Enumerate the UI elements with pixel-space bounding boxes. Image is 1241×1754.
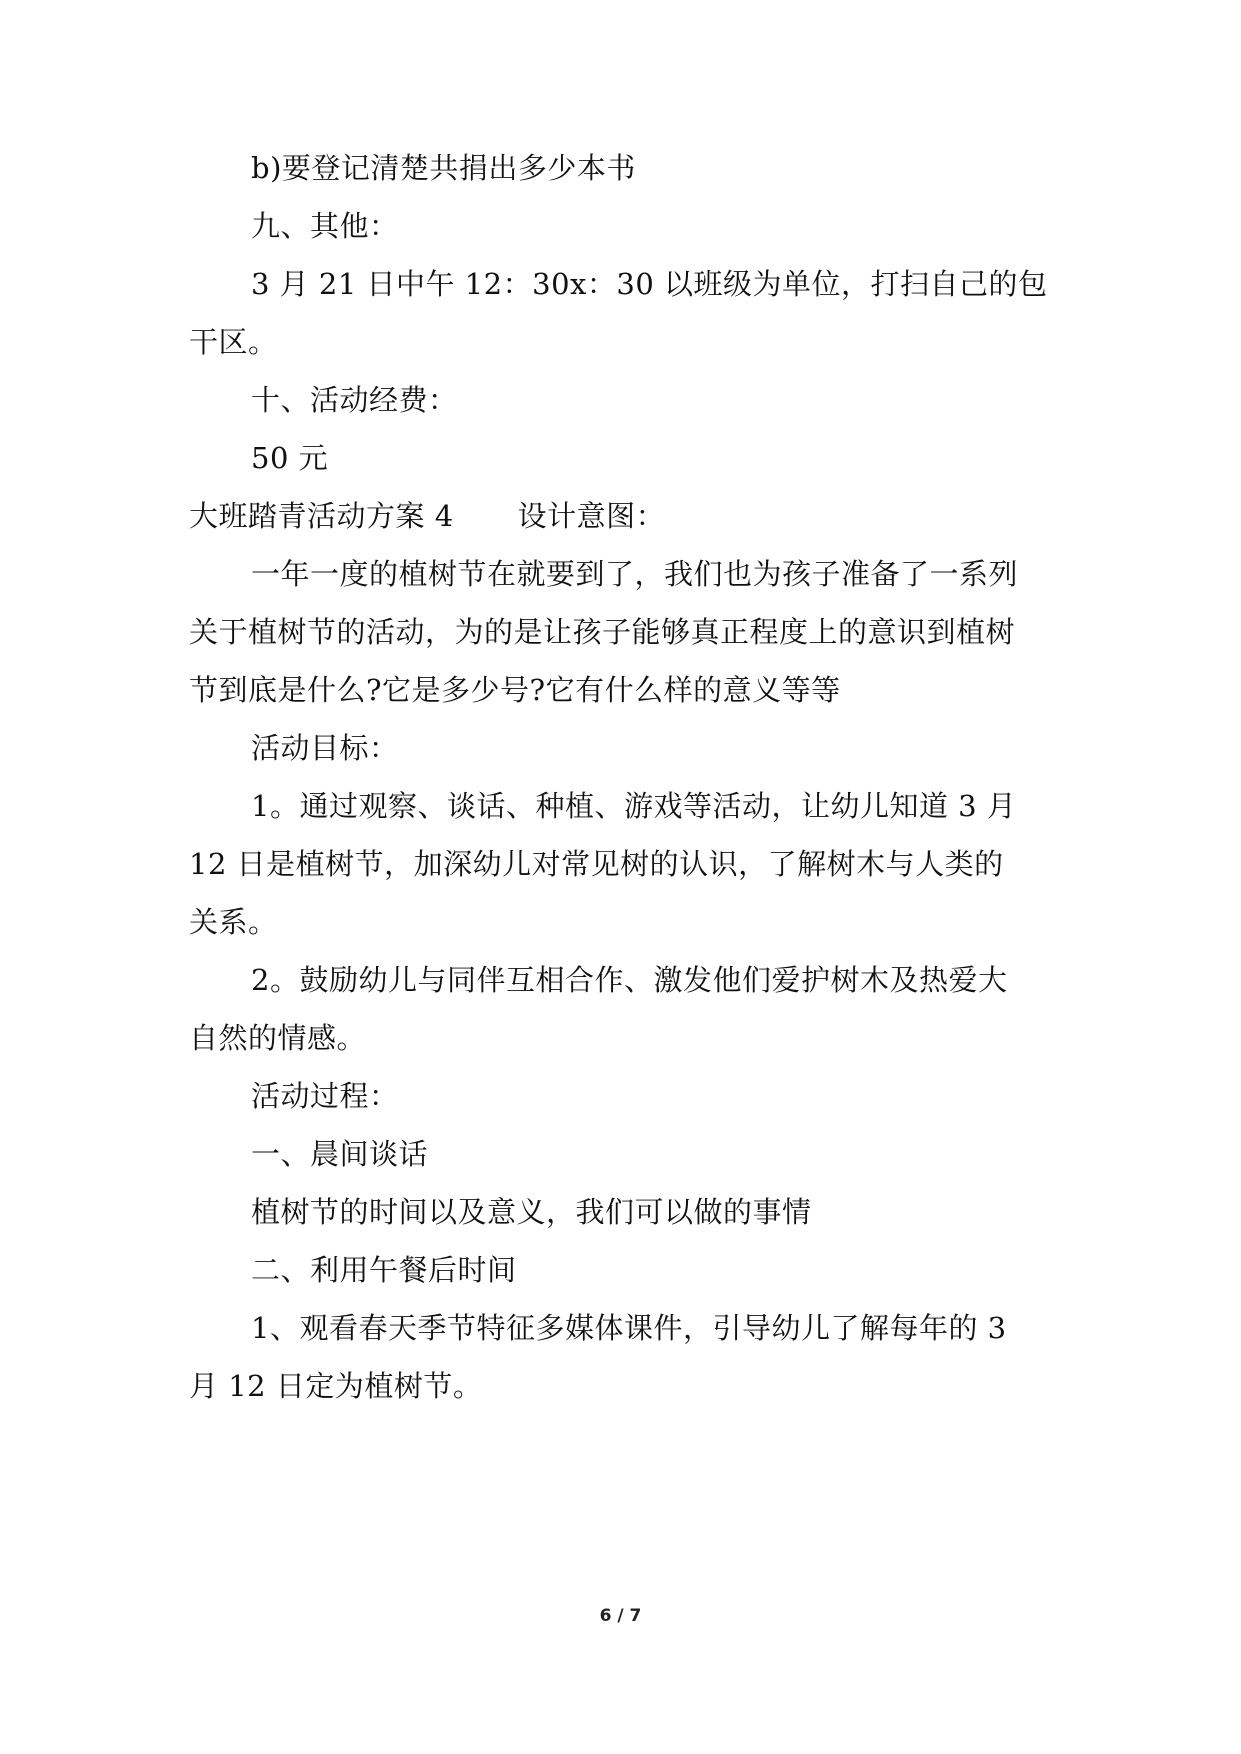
text-line: 关于植树节的活动，为的是让孩子能够真正程度上的意识到植树 <box>189 615 1016 649</box>
plan-heading <box>189 496 665 536</box>
text-line: 一年一度的植树节在就要到了，我们也为孩子准备了一系列 <box>251 557 1019 591</box>
section-heading: 一、晨间谈话 <box>251 1137 429 1171</box>
text-line: 节到底是什么?它是多少号?它有什么样的意义等等 <box>189 673 841 707</box>
text-line: 2。鼓励幼儿与同伴互相合作、激发他们爱护树木及热爱大 <box>251 963 1008 997</box>
text-line: 关系。 <box>189 905 278 939</box>
text-line: 植树节的时间以及意义，我们可以做的事情 <box>251 1195 812 1229</box>
text-line: 月 12 日定为植树节。 <box>189 1369 483 1403</box>
section-heading: 活动过程： <box>251 1079 399 1113</box>
page-number: 6 / 7 <box>599 1606 642 1626</box>
section-heading: 十、活动经费： <box>251 383 458 417</box>
text-line: 50 元 <box>251 441 329 475</box>
text-line: 3 月 21 日中午 12：30x：30 以班级为单位，打扫自己的包 <box>251 267 1048 301</box>
plan-subtitle: 设计意图： <box>517 499 666 533</box>
section-heading: 活动目标： <box>251 731 399 765</box>
section-heading: 二、利用午餐后时间 <box>251 1253 517 1287</box>
text-line: 干区。 <box>189 325 278 359</box>
text-line: 1。通过观察、谈话、种植、游戏等活动，让幼儿知道 3 月 <box>251 789 1017 823</box>
plan-title: 大班踏青活动方案 4 <box>189 499 454 533</box>
text-line: 12 日是植树节，加深幼儿对常见树的认识，了解树木与人类的 <box>189 847 1004 881</box>
text-line: b)要登记清楚共捐出多少本书 <box>251 151 636 185</box>
text-line: 自然的情感。 <box>189 1021 367 1055</box>
section-heading: 九、其他： <box>251 209 399 243</box>
text-line: 1、观看春天季节特征多媒体课件，引导幼儿了解每年的 3 <box>251 1311 1007 1345</box>
